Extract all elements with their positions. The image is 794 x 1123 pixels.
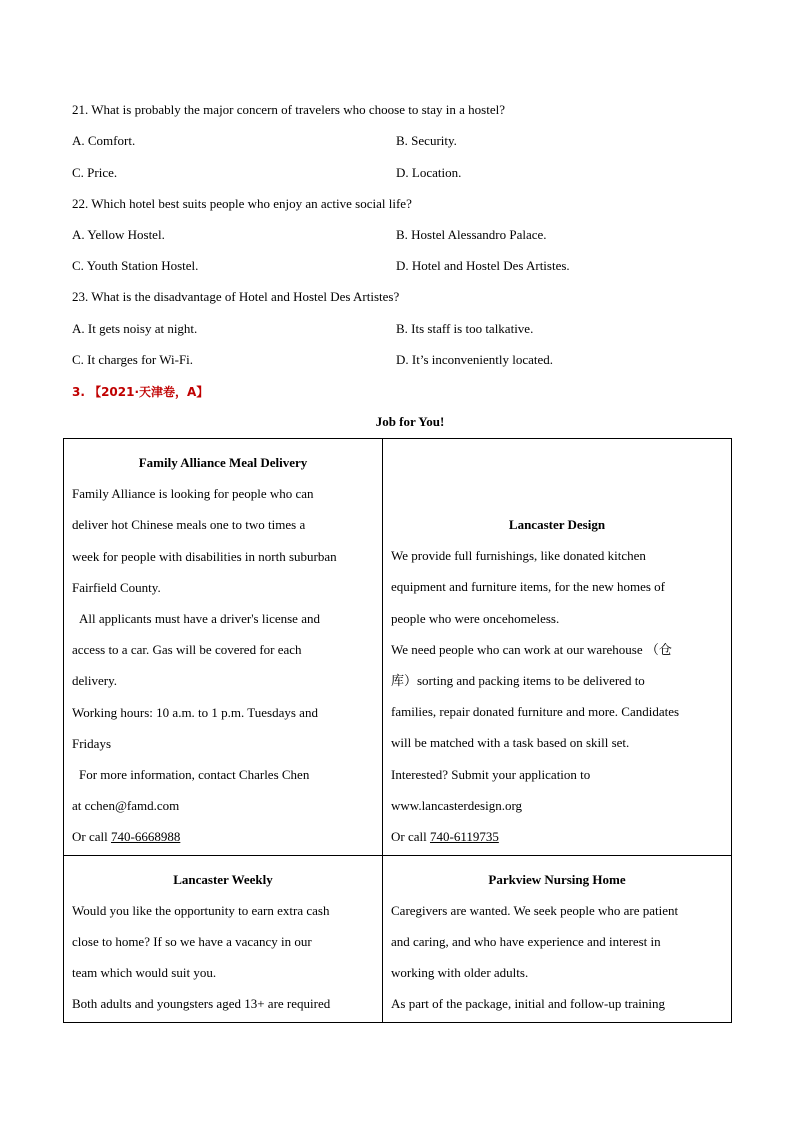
ad-line: Fridays [72,735,111,751]
ad-line: Both adults and youngsters aged 13+ are required [72,996,331,1012]
ad-website: www.lancasterdesign.org [391,797,523,813]
ad-title: Lancaster Design [508,517,606,532]
ad-parkview-nursing-home [383,855,732,1022]
table-row [64,439,732,856]
ad-line: We provide full furnishings, like donated kitchen [391,548,646,564]
section-heading: 3. 【2021·天津卷，A】 [72,385,209,399]
phone-link[interactable]: 740-6668988 [110,829,181,845]
ad-line: delivery. [72,673,117,689]
ad-call-line [391,821,723,852]
ad-call-line [72,821,374,852]
ad-title: Lancaster Weekly [173,871,273,887]
question-22-option-c: C. Youth Station Hostel. [72,258,199,273]
ad-line: week for people with disabilities in north suburban [72,548,337,564]
ad-family-alliance [64,439,383,856]
question-23-option-c: C. It charges for Wi-Fi. [72,352,194,367]
ad-line: deliver hot Chinese meals one to two times a [72,517,306,533]
ad-line: access to a car. Gas will be covered for each [72,642,302,658]
ad-line: Interested? Submit your application to [391,766,591,782]
question-21-option-d: D. Location. [396,165,462,180]
ad-line: will be matched with a task based on skill set. [391,735,630,751]
ad-line: working with older adults. [391,965,529,981]
ad-line: close to home? If so we have a vacancy in our [72,934,312,950]
ad-line: Caregivers are wanted. We seek people who are patient [391,902,679,918]
ad-line: We need people who can work at our warehouse （仓 [391,641,672,657]
question-22-option-d: D. Hotel and Hostel Des Artistes. [396,258,570,273]
ad-line: 库）sorting and packing items to be delivered to [391,673,645,689]
passage-title: Job for You! [375,414,445,429]
ad-line: team which would suit you. [72,965,217,981]
question-21-stem: 21. What is probably the major concern of travelers who choose to stay in a hostel? [72,102,505,117]
call-prefix: Or call [391,829,430,845]
ad-line: Fairfield County. [72,579,161,595]
ad-title: Parkview Nursing Home [488,871,626,887]
ad-line: Working hours: 10 a.m. to 1 p.m. Tuesdays and [72,704,318,720]
table-row [64,855,732,1022]
question-21-option-b: B. Security. [396,133,457,148]
ad-lancaster-weekly [64,855,383,1022]
question-21-option-a: A. Comfort. [72,133,136,148]
ad-line: and caring, and who have experience and interest in [391,934,661,950]
ad-line: families, repair donated furniture and more. Candidates [391,704,680,720]
ad-title: Family Alliance Meal Delivery [138,455,308,470]
ad-line: equipment and furniture items, for the new homes of [391,579,666,595]
question-21-option-c: C. Price. [72,165,118,180]
question-23-option-a: A. It gets noisy at night. [72,321,198,336]
spacer [391,447,723,509]
ad-line: at cchen@famd.com [72,798,180,814]
ad-line: As part of the package, initial and follow-up training [391,996,666,1012]
question-23-option-b: B. Its staff is too talkative. [396,321,534,336]
ad-line: Family Alliance is looking for people who can [72,486,314,502]
question-23-stem: 23. What is the disadvantage of Hotel and Hostel Des Artistes? [72,289,400,304]
ad-line: people who were oncehomeless. [391,610,560,626]
question-22-stem: 22. Which hotel best suits people who enjoy an active social life? [72,196,412,211]
ad-line: All applicants must have a driver's license and [79,611,320,627]
question-22-option-a: A. Yellow Hostel. [72,227,165,242]
ad-lancaster-design [383,439,732,856]
ad-line: Would you like the opportunity to earn extra cash [72,902,330,918]
question-23-option-d: D. It’s inconveniently located. [396,352,554,367]
ad-line: For more information, contact Charles Chen [79,767,310,783]
phone-link[interactable]: 740-6119735 [429,829,499,845]
job-ads-table [63,438,732,1023]
call-prefix: Or call [72,829,111,845]
question-22-option-b: B. Hostel Alessandro Palace. [396,227,547,242]
